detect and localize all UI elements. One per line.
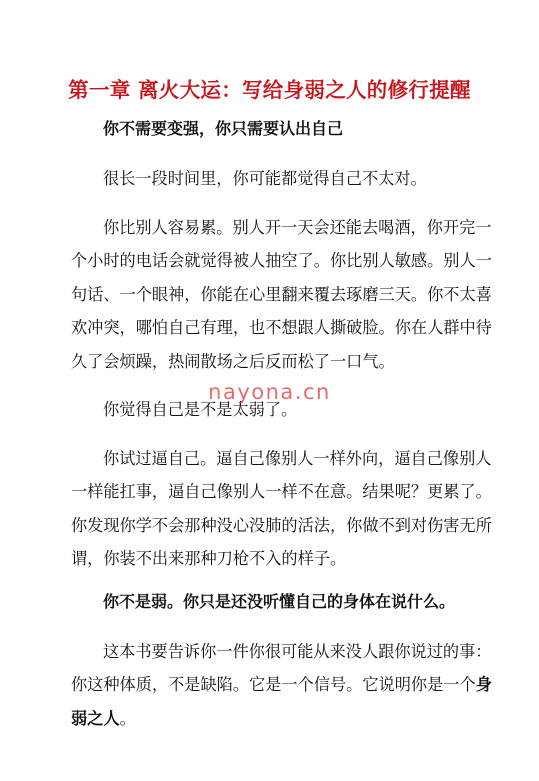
watermark-text: nayona.cn [208, 380, 331, 404]
paragraph-line: 这本书要告诉你一件你很可能从来没人跟你说过的事： [103, 641, 492, 661]
section-heading: 你不是弱。你只是还没听懂自己的身体在说什么。 [103, 591, 456, 611]
paragraph-line: 你比别人容易累。别人开一天会还能去喝酒，你开完一 [103, 217, 492, 237]
paragraph-line: 谓，你装不出来那种刀枪不入的样子。 [71, 549, 347, 568]
paragraph-line: 你发现你学不会那种没心没肺的活法，你做不到对伤害无所 [71, 515, 492, 535]
paragraph [71, 162, 491, 196]
paragraph [71, 635, 491, 736]
paragraph-line: 很长一段时间里，你可能都觉得自己不太对。 [103, 169, 427, 188]
document-body [71, 118, 491, 750]
paragraph-text: 。 [119, 708, 136, 728]
paragraph-line: 你觉得自己是不是太弱了。 [103, 400, 298, 419]
section-heading: 你不需要变强，你只需要认出自己 [103, 119, 344, 138]
paragraph-line: 你试过逼自己。逼自己像别人一样外向，逼自己像别人 [103, 448, 492, 468]
paragraph-line [71, 702, 491, 736]
paragraph [71, 211, 491, 379]
paragraph-line [71, 668, 491, 702]
paragraph-line: 个小时的电话会就觉得被人抽空了。你比别人敏感。别人一 [71, 251, 492, 270]
paragraph-line: 欢冲突，哪怕自己有理，也不想跟人撕破脸。你在人群中待 [71, 318, 492, 337]
emphasis-text: 身 [475, 675, 492, 694]
chapter-title: 第一章 离火大运：写给身弱之人的修行提醒 [68, 78, 471, 102]
paragraph-line: 句话、一个眼神，你能在心里翻来覆去琢磨三天。你不太喜 [71, 284, 492, 304]
paragraph [71, 442, 491, 576]
paragraph-text: 你这种体质，不是缺陷。它是一个信号。它说明你是一个 [71, 675, 476, 694]
paragraph-line: 一样能扛事，逼自己像别人一样不在意。结果呢？更累了。 [71, 482, 492, 501]
emphasis-text: 弱之人 [71, 708, 120, 728]
paragraph-line: 久了会烦躁，热闹散场之后反而松了一口气。 [71, 351, 395, 371]
